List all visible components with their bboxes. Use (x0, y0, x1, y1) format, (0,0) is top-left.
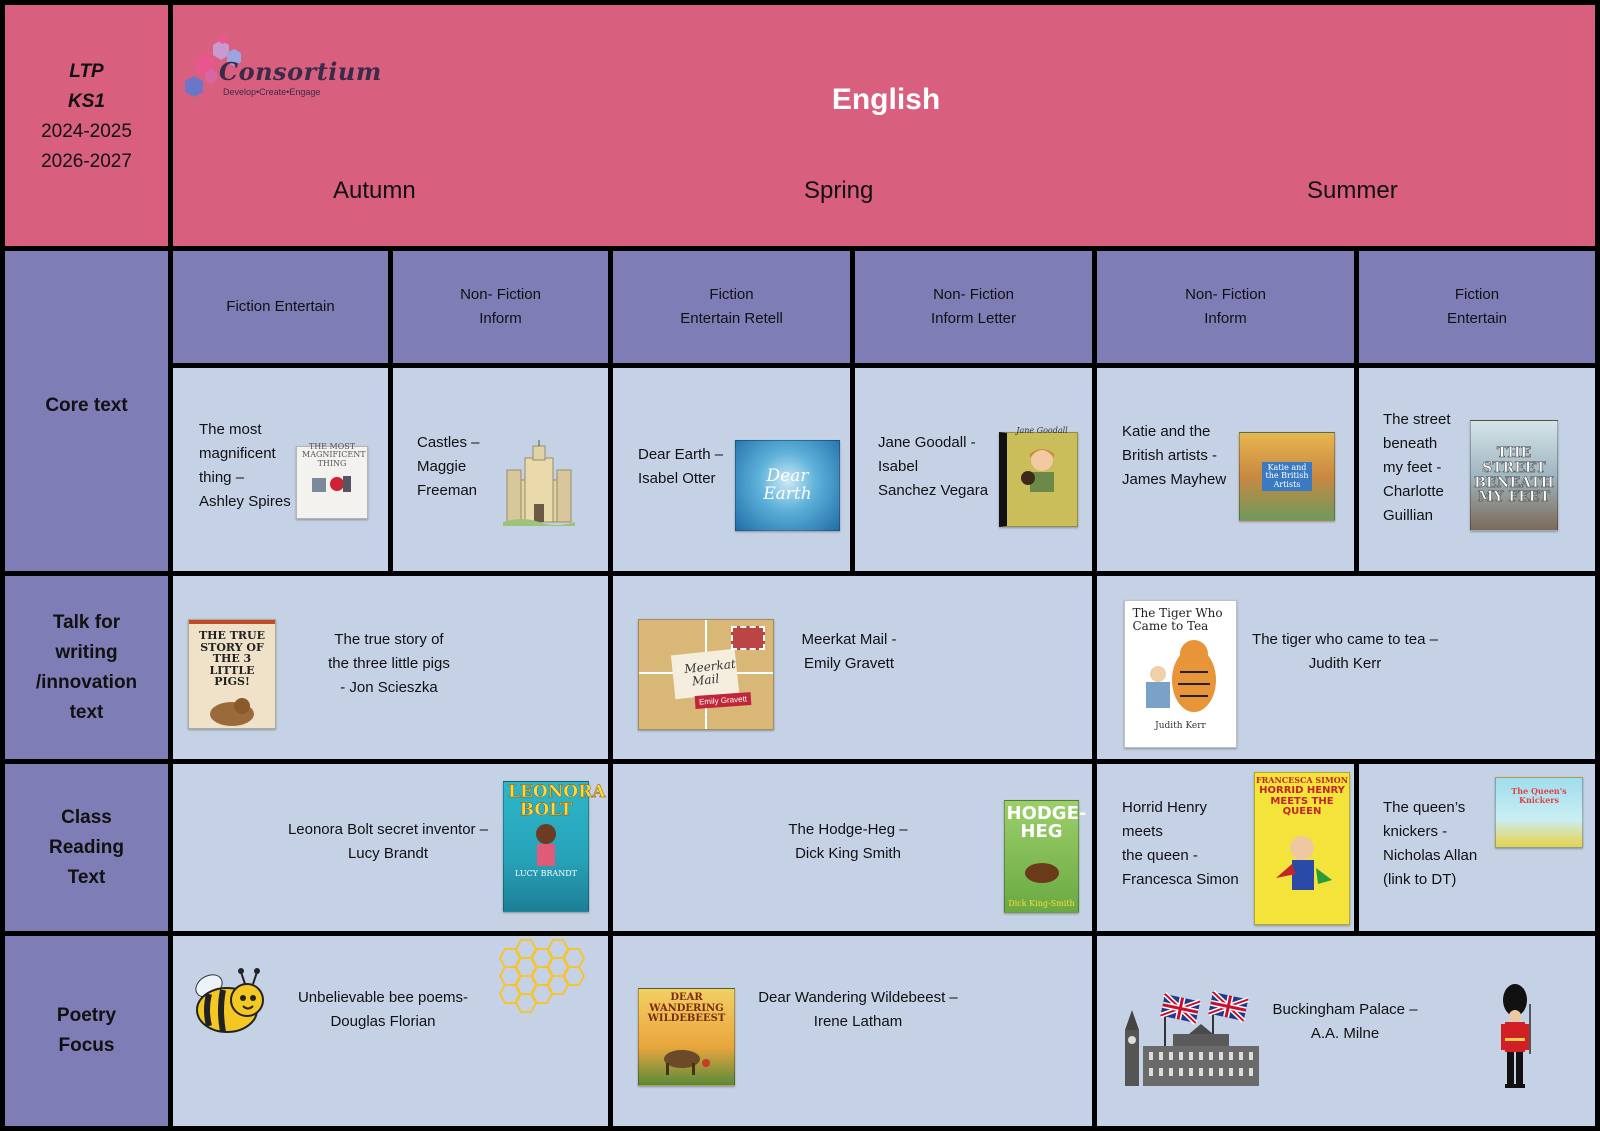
class-reading-cell (173, 764, 608, 931)
row-label-core-text: Core text (5, 251, 168, 571)
year-2: 2026-2027 (41, 150, 132, 172)
core-text-cell (1097, 368, 1354, 571)
poetry-cell (173, 936, 608, 1126)
logo-tagline: Develop•Create•Engage (223, 87, 321, 97)
class-reading-cell (1359, 764, 1595, 931)
talk-for-writing-cell (1097, 576, 1595, 759)
class-reading-label: The Hodge-Heg – Dick King Smith (788, 821, 908, 862)
class-reading-label: The queen’s knickers - Nicholas Allan (link to DT) (1383, 799, 1478, 888)
year-1: 2024-2025 (41, 120, 132, 142)
class-reading-cell (1097, 764, 1354, 931)
talk-for-writing-label: The tiger who came to tea – Judith Kerr (1252, 631, 1438, 672)
talk-for-writing-cell (613, 576, 1092, 759)
book-cover-image: LEONORA BOLT LUCY BRANDT (503, 781, 589, 912)
poetry-cell (613, 936, 1092, 1126)
talk-for-writing-cell (173, 576, 608, 759)
core-text-label: Dear Earth – Isabel Otter (638, 446, 724, 487)
core-text-cell (613, 368, 850, 571)
core-text-label: The street beneath my feet - Charlotte Guillian (1383, 411, 1451, 524)
book-cover-image: THE MOST MAGNIFICENT THING (296, 446, 368, 519)
season-spring: Spring (804, 177, 874, 204)
book-cover-image: The Tiger Who Came to Tea Judith Kerr (1124, 600, 1237, 748)
genre-header: Fiction Entertain (173, 251, 388, 363)
class-reading-label: Leonora Bolt secret inventor – Lucy Brandt (287, 821, 489, 862)
class-reading-cell (613, 764, 1092, 931)
core-text-label: Castles – Maggie Freeman (417, 434, 480, 499)
book-cover-image: DEAR WANDERING WILDEBEEST (638, 988, 735, 1086)
ltp-label: LTP (69, 60, 104, 82)
poetry-label: Dear Wandering Wildebeest – Irene Latham (758, 989, 958, 1030)
core-text-cell (393, 368, 608, 571)
season-summer: Summer (1307, 177, 1398, 204)
poetry-cell (1097, 936, 1595, 1126)
buckingham-palace-icon (1125, 990, 1259, 1086)
core-text-cell (1359, 368, 1595, 571)
genre-header: Fiction Entertain (1359, 251, 1595, 363)
book-cover-image: Jane Goodall (999, 432, 1078, 527)
genre-header: Non- Fiction Inform (393, 251, 608, 363)
subject-header (173, 5, 1595, 246)
corner-cell (5, 5, 168, 246)
row-label-class-reading: Class Reading Text (5, 764, 168, 931)
book-cover-image: FRANCESCA SIMON HORRID HENRY MEETS THE QUEEN (1254, 772, 1350, 925)
poetry-label: Buckingham Palace – A.A. Milne (1272, 1001, 1418, 1042)
genre-header: Non- Fiction Inform Letter (855, 251, 1092, 363)
book-cover-image: Katie and the British Artists (1239, 432, 1335, 521)
core-text-cell (173, 368, 388, 571)
core-text-label: The most magnificent thing – Ashley Spires (199, 421, 291, 510)
core-text-label: Katie and the British artists - James Mayhew (1122, 423, 1227, 488)
book-cover-image: HODGE-HEG Dick King-Smith (1004, 800, 1079, 913)
genre-header: Fiction Entertain Retell (613, 251, 850, 363)
book-cover-image: THE TRUE STORY OF THE 3 LITTLE PIGS! (188, 619, 276, 729)
genre-header: Non- Fiction Inform (1097, 251, 1354, 363)
castle-icon (503, 440, 575, 526)
subject-title: English (831, 83, 941, 116)
book-cover-image: Dear Earth (735, 440, 840, 531)
poetry-label: Unbelievable bee poems- Douglas Florian (297, 989, 469, 1030)
core-text-cell (855, 368, 1092, 571)
class-reading-label: Horrid Henry meets the queen - Francesca Simon (1122, 799, 1239, 888)
royal-guard-icon (1497, 984, 1533, 1090)
bee-icon (187, 966, 269, 1038)
season-autumn: Autumn (333, 177, 416, 204)
row-label-poetry: Poetry Focus (5, 936, 168, 1126)
talk-for-writing-label: The true story of the three little pigs - Jon Scieszka (328, 631, 450, 696)
honeycomb-icon (501, 936, 597, 1024)
book-cover-image: Meerkat Mail Emily Gravett (638, 619, 774, 730)
row-label-talk-for-writing: Talk for writing /innovation text (5, 576, 168, 759)
keystage-label: KS1 (68, 90, 105, 112)
core-text-label: Jane Goodall - Isabel Sanchez Vegara (878, 434, 989, 499)
book-cover-image: The Queen's Knickers (1495, 777, 1583, 848)
book-cover-image: THE STREET BENEATH MY FEET (1470, 420, 1558, 531)
logo-name: Consortium (219, 57, 382, 86)
talk-for-writing-label: Meerkat Mail - Emily Gravett (801, 631, 897, 672)
